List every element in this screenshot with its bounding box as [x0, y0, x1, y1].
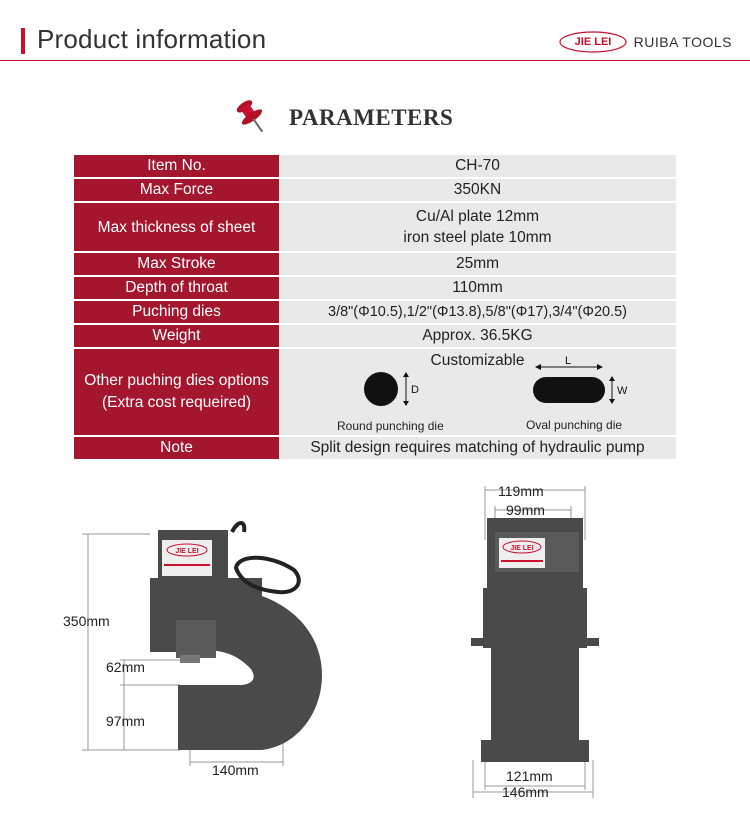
pushpin-icon — [232, 95, 272, 139]
parameters-title: PARAMETERS — [289, 105, 454, 130]
spec-key: Depth of throat — [74, 277, 279, 299]
table-row — [74, 155, 676, 177]
side-logo-text: JIE LEI — [175, 548, 199, 555]
spec-value: Split design requires matching of hydraulic pump — [279, 437, 676, 459]
spec-key: Weight — [74, 325, 279, 347]
table-row — [74, 179, 676, 201]
spec-value — [279, 203, 676, 251]
side-view-diagram — [0, 470, 360, 815]
table-row — [74, 277, 676, 299]
spec-key-line: (Extra cost requeired) — [101, 394, 252, 411]
page-header — [0, 0, 750, 60]
spec-value: CH-70 — [279, 155, 676, 177]
round-die-dim: D — [411, 384, 419, 396]
spec-key: Note — [74, 437, 279, 459]
spec-value: 3/8"(Φ10.5),1/2"(Φ13.8),5/8"(Φ17),3/4"(Φ20.5) — [279, 301, 676, 323]
spec-value: Approx. 36.5KG — [279, 325, 676, 347]
parameters-heading — [232, 95, 532, 145]
header-divider — [0, 60, 750, 61]
spec-value: 110mm — [279, 277, 676, 299]
brand-logo-text: JIE LEI — [574, 36, 611, 48]
dim-base-width-outer: 146mm — [502, 784, 549, 800]
brand-logo-icon — [558, 30, 628, 54]
spec-key: Max Stroke — [74, 253, 279, 275]
oval-die-diagram — [529, 355, 639, 411]
table-row — [74, 325, 676, 347]
dim-height-total: 350mm — [63, 613, 110, 629]
dim-top-width-inner: 99mm — [506, 502, 545, 518]
round-die-label: Round punching die — [337, 419, 444, 433]
custom-caption: Customizable — [430, 352, 525, 369]
dim-throat-height: 62mm — [106, 659, 145, 675]
spec-key-line: Other puching dies options — [84, 372, 269, 389]
custom-dies-panel — [279, 349, 676, 435]
oval-die-label: Oval punching die — [526, 418, 623, 432]
dim-base-height: 97mm — [106, 713, 145, 729]
spec-value — [279, 349, 676, 435]
spec-key: Item No. — [74, 155, 279, 177]
table-row — [74, 253, 676, 275]
spec-key: Puching dies — [74, 301, 279, 323]
table-row — [74, 301, 676, 323]
brand — [558, 30, 732, 54]
spec-key: Max thickness of sheet — [74, 203, 279, 251]
brand-name: RUIBA TOOLS — [633, 34, 732, 50]
dim-top-width-outer: 119mm — [498, 483, 544, 499]
dim-base-width-inner: 121mm — [506, 768, 553, 784]
oval-die-dim-l: L — [565, 355, 572, 367]
front-logo-text: JIE LEI — [510, 545, 534, 552]
spec-value-line: iron steel plate 10mm — [403, 229, 552, 246]
spec-key — [74, 349, 279, 435]
table-row — [74, 349, 676, 435]
table-row — [74, 203, 676, 251]
spec-table — [74, 153, 676, 461]
machine-diagrams — [0, 470, 750, 815]
spec-key: Max Force — [74, 179, 279, 201]
front-view-diagram — [455, 470, 615, 815]
round-die-diagram — [361, 369, 421, 415]
dim-base-width: 140mm — [212, 762, 259, 778]
spec-value: 350KN — [279, 179, 676, 201]
header-accent-bar — [21, 28, 25, 54]
table-row — [74, 437, 676, 459]
oval-die-dim-w: W — [617, 385, 628, 397]
page-title: Product information — [37, 24, 267, 54]
spec-value: 25mm — [279, 253, 676, 275]
spec-value-line: Cu/Al plate 12mm — [415, 208, 540, 225]
